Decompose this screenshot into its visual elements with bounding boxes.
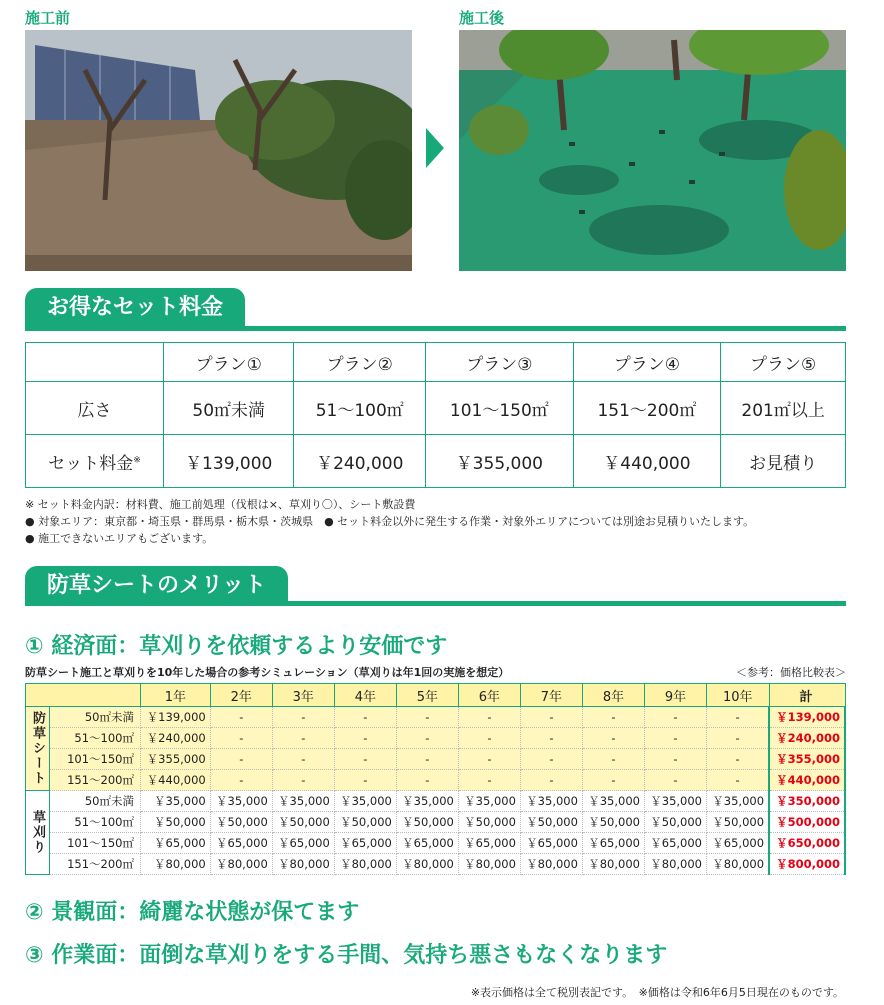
area-cell: 101～150㎡: [426, 382, 574, 435]
value-cell: -: [272, 707, 334, 728]
price-cell: ￥440,000: [573, 435, 721, 488]
year-header: 2年: [210, 684, 272, 707]
table-row: [26, 854, 846, 875]
year-header: 8年: [582, 684, 644, 707]
value-cell: -: [396, 707, 458, 728]
plan-header: プラン①: [164, 343, 294, 382]
value-cell: -: [272, 770, 334, 791]
table-row: [26, 812, 846, 833]
year-header: 4年: [334, 684, 396, 707]
table-row: [26, 728, 846, 749]
table-row: [26, 770, 846, 791]
section-divider: [25, 601, 846, 606]
value-cell: -: [582, 728, 644, 749]
value-cell: ￥80,000: [334, 854, 396, 875]
value-cell: -: [644, 749, 706, 770]
value-cell: -: [707, 707, 770, 728]
price-cell: お見積り: [721, 435, 846, 488]
year-header: 5年: [396, 684, 458, 707]
area-cell: 151～200㎡: [573, 382, 721, 435]
value-cell: ￥80,000: [396, 854, 458, 875]
table-row: [26, 791, 846, 812]
value-cell: ￥35,000: [272, 791, 334, 812]
value-cell: ￥50,000: [210, 812, 272, 833]
value-cell: ￥65,000: [707, 833, 770, 854]
total-cell: ￥350,000: [769, 791, 845, 812]
plan-header: プラン②: [294, 343, 426, 382]
total-cell: ￥139,000: [769, 707, 845, 728]
total-cell: ￥800,000: [769, 854, 845, 875]
value-cell: ￥65,000: [396, 833, 458, 854]
price-cell: ￥240,000: [294, 435, 426, 488]
footnote: ※表示価格は全て税別表記です。 ※価格は令和6年6月5日現在のものです。: [470, 986, 844, 999]
price-table: [25, 342, 846, 488]
value-cell: ￥65,000: [210, 833, 272, 854]
section-title-pricing: お得なセット料金: [25, 288, 245, 328]
total-cell: ￥500,000: [769, 812, 845, 833]
value-cell: ￥80,000: [582, 854, 644, 875]
total-cell: ￥440,000: [769, 770, 845, 791]
table-row: [26, 833, 846, 854]
value-cell: -: [458, 728, 520, 749]
simulation-reference: ＜参考：価格比較表＞: [736, 666, 846, 679]
note-line: ● 対象エリア：東京都・埼玉県・群馬県・栃木県・茨城県 ● セット料金以外に発生する作業・対象外エリアについては別途お見積りいたします。: [25, 515, 755, 528]
price-cell: ￥355,000: [426, 435, 574, 488]
merit-economy: ① 経済面：草刈りを依頼するより安価です: [25, 634, 448, 659]
section-divider: [25, 326, 846, 331]
value-cell: -: [458, 770, 520, 791]
value-cell: ￥65,000: [582, 833, 644, 854]
total-cell: ￥650,000: [769, 833, 845, 854]
after-photo: [459, 30, 846, 271]
value-cell: -: [334, 749, 396, 770]
value-cell: ￥35,000: [334, 791, 396, 812]
value-cell: -: [644, 728, 706, 749]
value-cell: ￥50,000: [520, 812, 582, 833]
value-cell: ￥440,000: [141, 770, 211, 791]
value-cell: ￥80,000: [644, 854, 706, 875]
after-label: 施工後: [459, 9, 505, 27]
value-cell: -: [210, 707, 272, 728]
value-cell: ￥35,000: [520, 791, 582, 812]
value-cell: ￥80,000: [141, 854, 211, 875]
value-cell: ￥80,000: [210, 854, 272, 875]
value-cell: -: [582, 707, 644, 728]
value-cell: ￥139,000: [141, 707, 211, 728]
value-cell: ￥35,000: [458, 791, 520, 812]
table-row: [26, 707, 846, 728]
price-row-label: [26, 435, 164, 488]
price-cell: ￥139,000: [164, 435, 294, 488]
value-cell: ￥35,000: [582, 791, 644, 812]
value-cell: -: [520, 707, 582, 728]
year-header: 7年: [520, 684, 582, 707]
value-cell: ￥65,000: [520, 833, 582, 854]
value-cell: -: [334, 707, 396, 728]
area-row-label: 広さ: [26, 382, 164, 435]
area-cell: 101～150㎡: [50, 833, 141, 854]
value-cell: ￥50,000: [334, 812, 396, 833]
value-cell: -: [520, 728, 582, 749]
total-cell: ￥355,000: [769, 749, 845, 770]
sim-corner: [26, 684, 141, 707]
merit-landscape: ② 景観面：綺麗な状態が保てます: [25, 900, 360, 925]
simulation-table: [25, 683, 846, 875]
value-cell: ￥50,000: [458, 812, 520, 833]
simulation-caption: 防草シート施工と草刈りを10年した場合の参考シミュレーション（草刈りは年1回の実施を想定）: [25, 666, 510, 679]
value-cell: ￥240,000: [141, 728, 211, 749]
value-cell: -: [210, 749, 272, 770]
value-cell: -: [396, 770, 458, 791]
value-cell: ￥80,000: [272, 854, 334, 875]
value-cell: ￥80,000: [707, 854, 770, 875]
price-label-text: セット料金: [48, 453, 134, 474]
value-cell: -: [520, 749, 582, 770]
price-table-corner: [26, 343, 164, 382]
group-label: 防草シート: [26, 707, 50, 791]
area-cell: 151～200㎡: [50, 854, 141, 875]
section-title-merits: 防草シートのメリット: [25, 566, 288, 606]
area-cell: 51～100㎡: [50, 728, 141, 749]
plan-header: プラン③: [426, 343, 574, 382]
group-label: 草刈り: [26, 791, 50, 875]
total-cell: ￥240,000: [769, 728, 845, 749]
value-cell: -: [707, 749, 770, 770]
total-header: 計: [769, 684, 845, 707]
value-cell: -: [458, 707, 520, 728]
value-cell: ￥65,000: [272, 833, 334, 854]
value-cell: ￥355,000: [141, 749, 211, 770]
year-header: 3年: [272, 684, 334, 707]
value-cell: -: [272, 749, 334, 770]
value-cell: -: [334, 728, 396, 749]
price-footnote-mark: ※: [133, 454, 141, 465]
value-cell: -: [334, 770, 396, 791]
value-cell: ￥50,000: [707, 812, 770, 833]
value-cell: -: [644, 770, 706, 791]
value-cell: ￥35,000: [707, 791, 770, 812]
area-cell: 51～100㎡: [294, 382, 426, 435]
value-cell: ￥65,000: [458, 833, 520, 854]
plan-header: プラン⑤: [721, 343, 846, 382]
note-line: ● 施工できないエリアもございます。: [25, 532, 214, 545]
before-photo: [25, 30, 412, 271]
merit-work: ③ 作業面：面倒な草刈りをする手間、気持ち悪さもなくなります: [25, 943, 668, 968]
value-cell: ￥65,000: [644, 833, 706, 854]
note-line: ※ セット料金内訳：材料費、施工前処理（伐根は×、草刈り〇）、シート敷設費: [25, 498, 416, 511]
value-cell: -: [210, 728, 272, 749]
value-cell: -: [396, 728, 458, 749]
value-cell: -: [707, 770, 770, 791]
value-cell: ￥65,000: [141, 833, 211, 854]
price-notes: [25, 496, 754, 547]
value-cell: -: [458, 749, 520, 770]
value-cell: ￥35,000: [644, 791, 706, 812]
before-label: 施工前: [25, 9, 71, 27]
value-cell: ￥50,000: [272, 812, 334, 833]
value-cell: -: [396, 749, 458, 770]
value-cell: -: [644, 707, 706, 728]
value-cell: -: [582, 770, 644, 791]
value-cell: ￥50,000: [644, 812, 706, 833]
value-cell: -: [272, 728, 334, 749]
value-cell: -: [707, 728, 770, 749]
value-cell: -: [582, 749, 644, 770]
value-cell: -: [520, 770, 582, 791]
area-cell: 151～200㎡: [50, 770, 141, 791]
value-cell: ￥80,000: [520, 854, 582, 875]
year-header: 9年: [644, 684, 706, 707]
plan-header: プラン④: [573, 343, 721, 382]
value-cell: -: [210, 770, 272, 791]
value-cell: ￥50,000: [582, 812, 644, 833]
area-cell: 50㎡未満: [50, 707, 141, 728]
area-cell: 50㎡未満: [50, 791, 141, 812]
value-cell: ￥80,000: [458, 854, 520, 875]
area-cell: 51～100㎡: [50, 812, 141, 833]
value-cell: ￥35,000: [210, 791, 272, 812]
area-cell: 50㎡未満: [164, 382, 294, 435]
year-header: 6年: [458, 684, 520, 707]
arrow-right-icon: [426, 128, 444, 168]
table-row: [26, 749, 846, 770]
value-cell: ￥50,000: [141, 812, 211, 833]
value-cell: ￥35,000: [141, 791, 211, 812]
value-cell: ￥65,000: [334, 833, 396, 854]
year-header: 1年: [141, 684, 211, 707]
year-header: 10年: [707, 684, 770, 707]
area-cell: 101～150㎡: [50, 749, 141, 770]
area-cell: 201㎡以上: [721, 382, 846, 435]
value-cell: ￥35,000: [396, 791, 458, 812]
value-cell: ￥50,000: [396, 812, 458, 833]
